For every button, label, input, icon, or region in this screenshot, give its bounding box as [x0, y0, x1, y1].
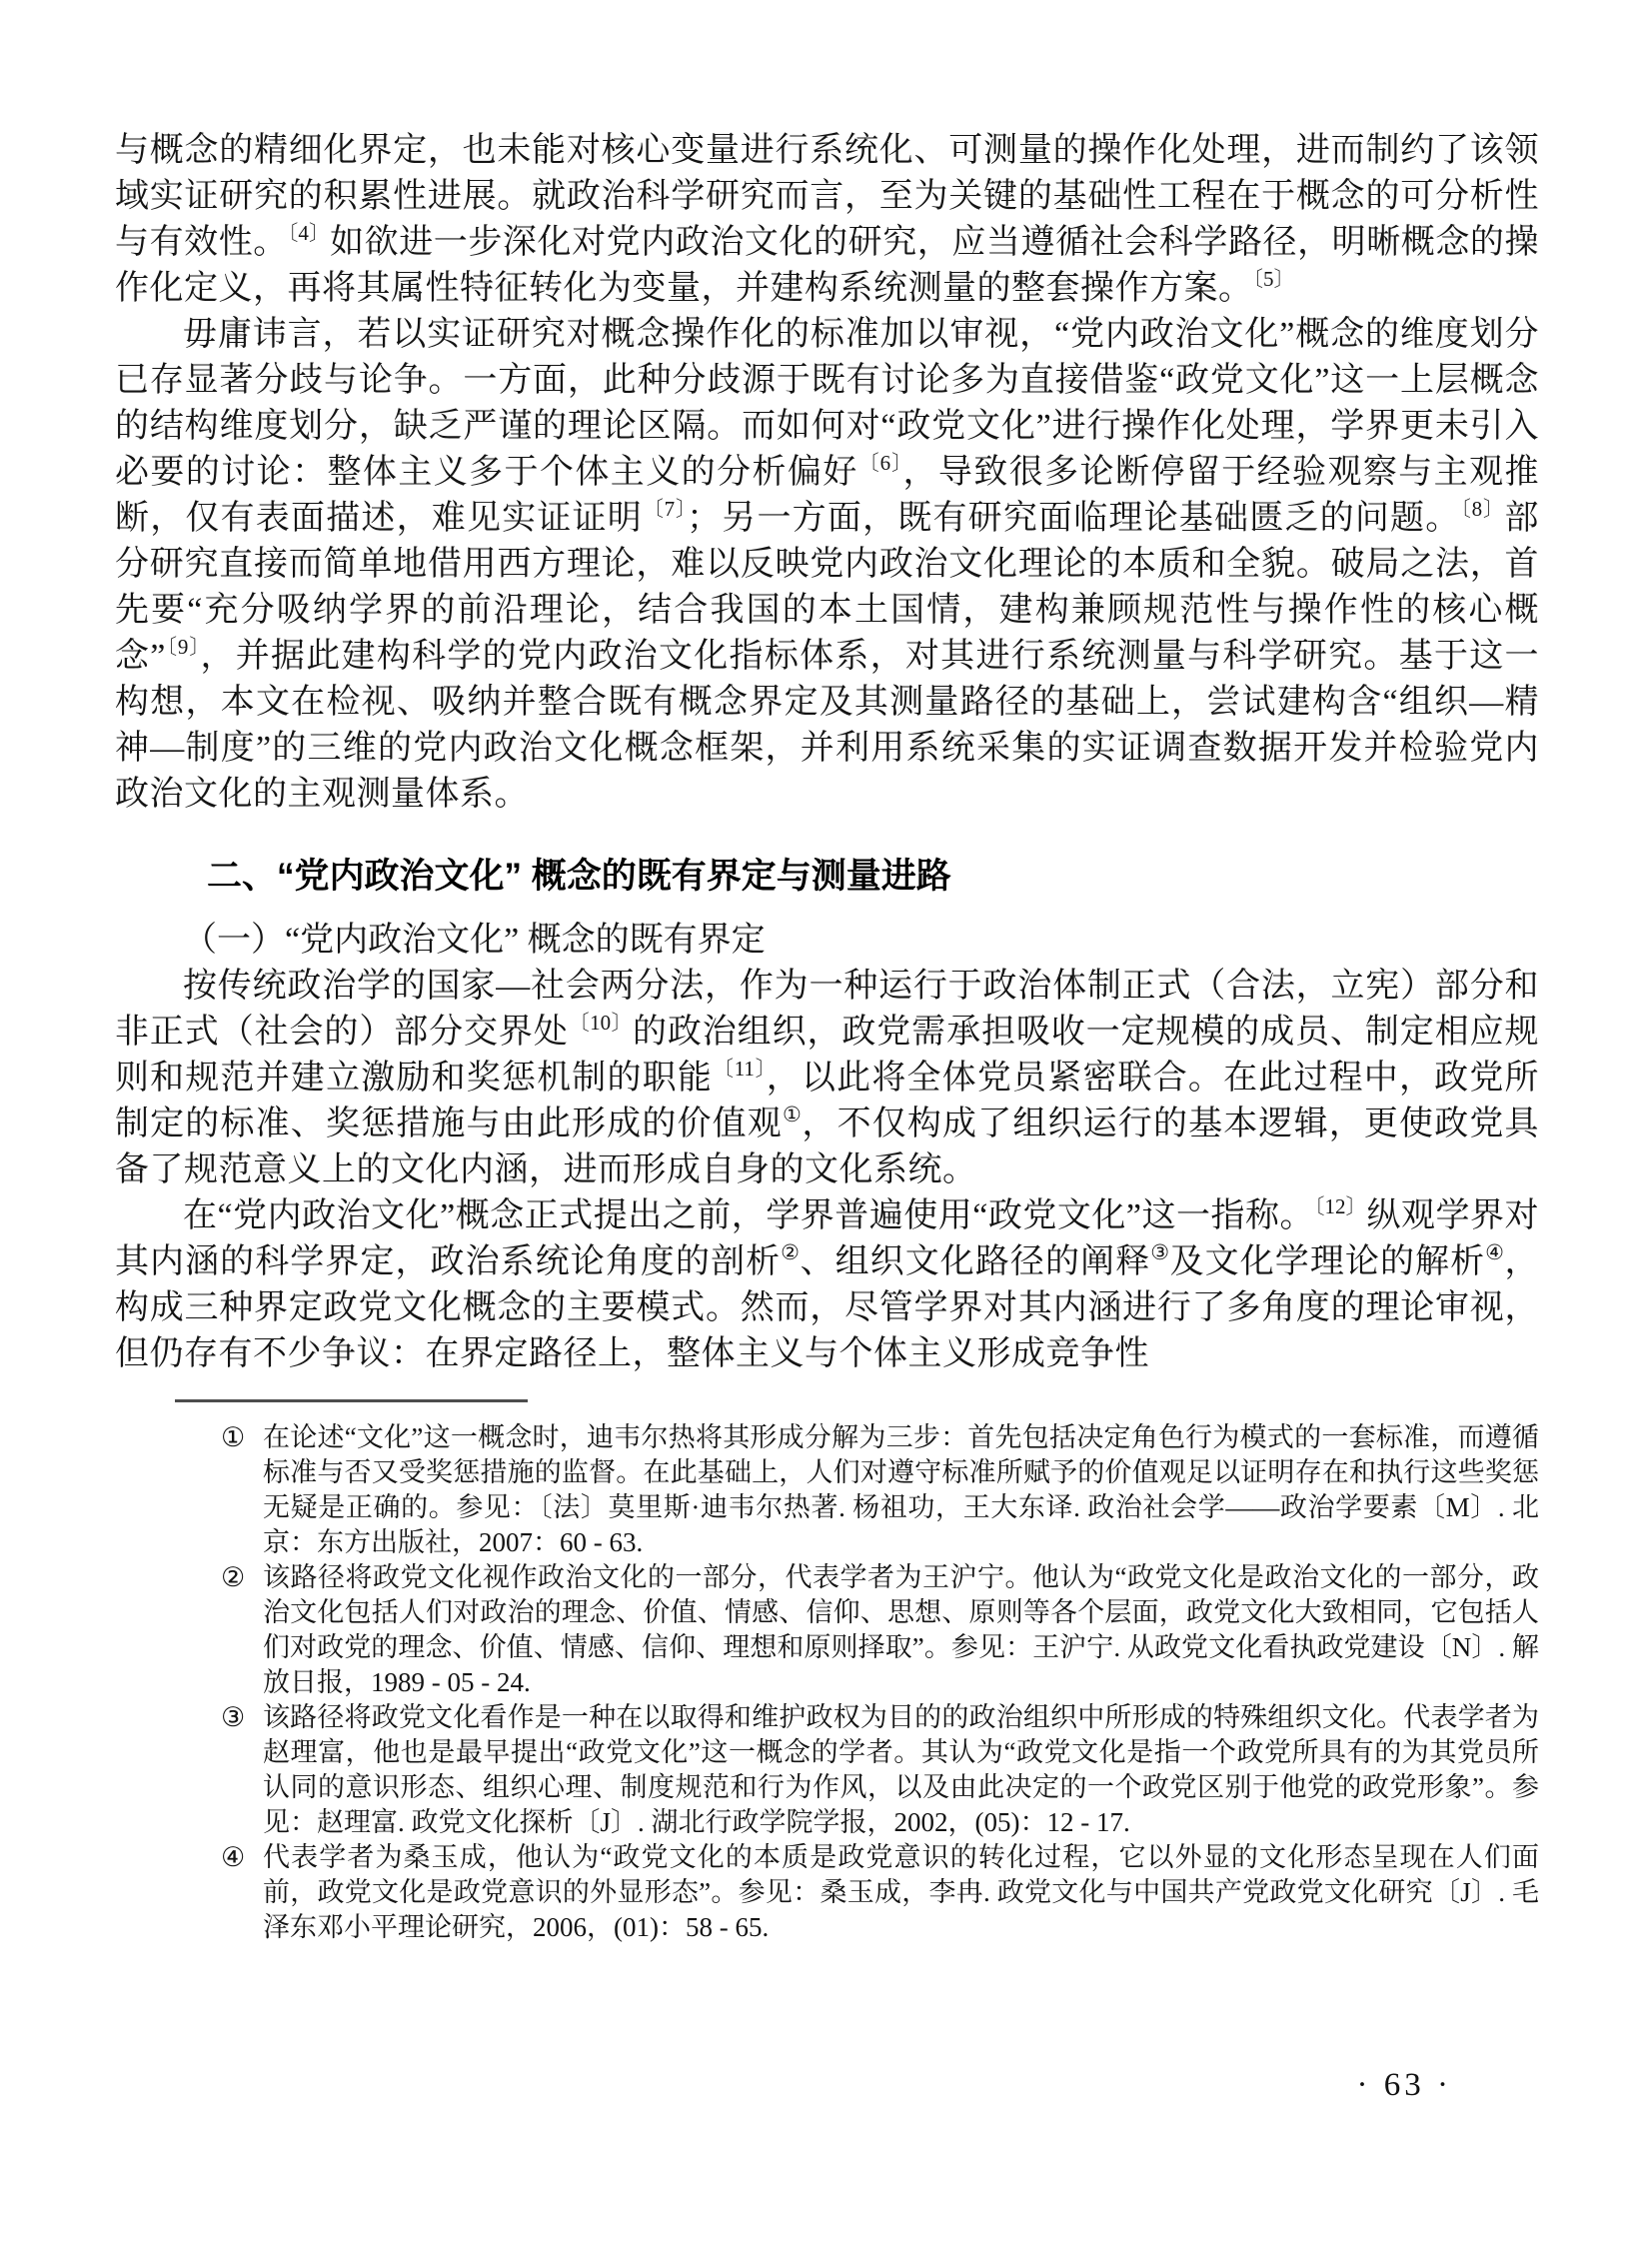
- footnote-text: 代表学者为桑玉成，他认为“政党文化的本质是政党意识的转化过程，它以外显的文化形态呈现在人们面前，政党文化是政党意识的外显形态”。参见：桑玉成，李冉. 政党文化与中国共产党政党文化研究〔J〕. 毛泽东邓小平理论研究，2006，(01)：58 - 65.: [263, 1842, 1539, 1942]
- footnote-text: 该路径将政党文化视作政治文化的一部分，代表学者为王沪宁。他认为“政党文化是政治文化的一部分，政治文化包括人们对政治的理念、价值、情感、信仰、思想、原则等各个层面，政党文化大致相同，它包括人们对政党的理念、价值、情感、信仰、理想和原则择取”。参见：王沪宁. 从政党文化看执政党建设〔N〕. 解放日报，1989 - 05 - 24.: [263, 1562, 1539, 1697]
- footnote-ref: 〔8〕: [1460, 497, 1505, 521]
- footnote-ref: 〔6〕: [857, 451, 903, 475]
- paragraph-text: 在“党内政治文化”概念正式提出之前，学界普遍使用“政党文化”这一指称。: [183, 1197, 1314, 1234]
- footnote-ref: 〔10〕: [568, 1011, 633, 1035]
- footnote-marker: ②: [221, 1562, 246, 1592]
- footnote-ref: ②: [781, 1240, 801, 1264]
- footnote-ref: ③: [1150, 1240, 1170, 1264]
- body-blocks: [115, 128, 1539, 1377]
- paragraph-text: 如欲进一步深化对党内政治文化的研究，应当遵循社会科学路径，明晰概念的操作化定义，再将其属性特征转化为变量，并建构系统测量的整套操作方案。: [115, 224, 1540, 307]
- body-paragraph: [115, 128, 1539, 312]
- footnote: [115, 1840, 1539, 1945]
- footnote-separator: [175, 1399, 528, 1402]
- paragraph-text: 、组织文化路径的阐释: [800, 1243, 1151, 1280]
- footnote-text: 该路径将政党文化看作是一种在以取得和维护政权为目的的政治组织中所形成的特殊组织文化。代表学者为赵理富，他也是最早提出“政党文化”这一概念的学者。其认为“政党文化是指一个政党所具有的为其党员所认同的意识形态、组织心理、制度规范和行为作风，以及由此决定的一个政党区别于他党的政党形象”。参见：赵理富. 政党文化探析〔J〕. 湖北行政学院学报，2002，(05)：12 - 17.: [263, 1702, 1539, 1837]
- footnote: [115, 1420, 1539, 1560]
- footnote-text: 在论述“文化”这一概念时，迪韦尔热将其形成分解为三步：首先包括决定角色行为模式的一套标准，而遵循标准与否又受奖惩措施的监督。在此基础上，人们对遵守标准所赋予的价值观足以证明存在和执行这些奖惩无疑是正确的。参见：〔法〕莫里斯·迪韦尔热著. 杨祖功，王大东译. 政治社会学——政治学要素〔M〕. 北京：东方出版社，2007：60 - 63.: [263, 1422, 1539, 1557]
- footnote: [115, 1560, 1539, 1700]
- footnote-marker: ①: [221, 1422, 246, 1452]
- footnotes: [115, 1420, 1539, 1945]
- footnote-ref: 〔9〕: [165, 635, 201, 659]
- paragraph-text: 毋庸讳言，若以实证研究对概念操作化的标准加以审视，“党内政治文化”概念的维度划分已存显著分歧与论争。一方面，此种分歧源于既有讨论多为直接借鉴“政党文化”这一上层概念的结构维度划分，缺乏严谨的理论区隔。而如何对“政党文化”进行操作化处理，学界更未引入必要的讨论：整体主义多于个体主义的分析偏好: [115, 316, 1539, 491]
- footnote: [115, 1700, 1539, 1840]
- body-paragraph: [115, 1193, 1539, 1377]
- paragraph-text: 按传统政治学的国家—社会两分法，作为一种运行于政治体制正式（合法，立宪）部分和非正式（社会的）部分交界处: [115, 968, 1539, 1051]
- paragraph-text: 部分研究直接而简单地借用西方理论，难以反映党内政治文化理论的本质和全貌。破局之法，首先要“充分吸纳学界的前沿理论，结合我国的本土国情，建构兼顾规范性与操作性的核心概念”: [115, 500, 1540, 675]
- paragraph-text: ，以此将全体党员紧密联合。在此过程中，政党所制定的标准、奖惩措施与由此形成的价值观: [115, 1060, 1540, 1142]
- footnote-ref: 〔12〕: [1313, 1194, 1367, 1218]
- paragraph-text: 及文化学理论的解析: [1169, 1243, 1486, 1280]
- paragraph-text: ；另一方面，既有研究面临理论基础匮乏的问题。: [687, 500, 1461, 537]
- footnote-ref: 〔11〕: [713, 1057, 767, 1081]
- body-paragraph: [115, 312, 1539, 818]
- footnote-ref: ④: [1485, 1240, 1505, 1264]
- subsection-heading: （一）“党内政治文化” 概念的既有界定: [183, 922, 766, 959]
- footnote-marker: ④: [221, 1842, 246, 1872]
- page-number: · 63 ·: [1356, 2067, 1452, 2103]
- body-paragraph: [115, 964, 1539, 1193]
- paragraph-text: 与概念的精细化界定，也未能对核心变量进行系统化、可测量的操作化处理，进而制约了该领域实证研究的积累性进展。就政治科学研究而言，至为关键的基础性工程在于概念的可分析性与有效性。: [115, 132, 1539, 261]
- footnote-ref: 〔7〕: [642, 497, 688, 521]
- paragraph-text: ，不仅构成了组织运行的基本逻辑，更使政党具备了规范意义上的文化内涵，进而形成自身的文化系统。: [115, 1106, 1540, 1188]
- section-heading: 二、“党内政治文化” 概念的既有界定与测量进路: [207, 857, 951, 896]
- paragraph-text: ，构成三种界定政党文化概念的主要模式。然而，尽管学界对其内涵进行了多角度的理论审视，但仍存有不少争议：在界定路径上，整体主义与个体主义形成竞争性: [115, 1243, 1540, 1372]
- paragraph-text: 的政治组织，政党需承担吸收一定规模的成员、制定相应规则和规范并建立激励和奖惩机制的职能: [115, 1014, 1540, 1097]
- footnote-ref: ①: [782, 1103, 803, 1126]
- paragraph-text: ，并据此建构科学的党内政治文化指标体系，对其进行系统测量与科学研究。基于这一构想，本文在检视、吸纳并整合既有概念界定及其测量路径的基础上，尝试建构含“组织—精神—制度”的三维的党内政治文化概念框架，并利用系统采集的实证调查数据开发并检验党内政治文化的主观测量体系。: [115, 638, 1540, 813]
- paragraph-text: ，导致很多论断停留于经验观察与主观推断，仅有表面描述，难见实证证明: [115, 454, 1540, 537]
- footnote-ref: 〔4〕: [287, 221, 331, 245]
- article-body: [115, 128, 1539, 1945]
- footnote-ref: 〔5〕: [1252, 267, 1295, 291]
- footnote-marker: ③: [221, 1702, 246, 1732]
- paragraph-text: 纵观学界对其内涵的科学界定，政治系统论角度的剖析: [115, 1197, 1539, 1280]
